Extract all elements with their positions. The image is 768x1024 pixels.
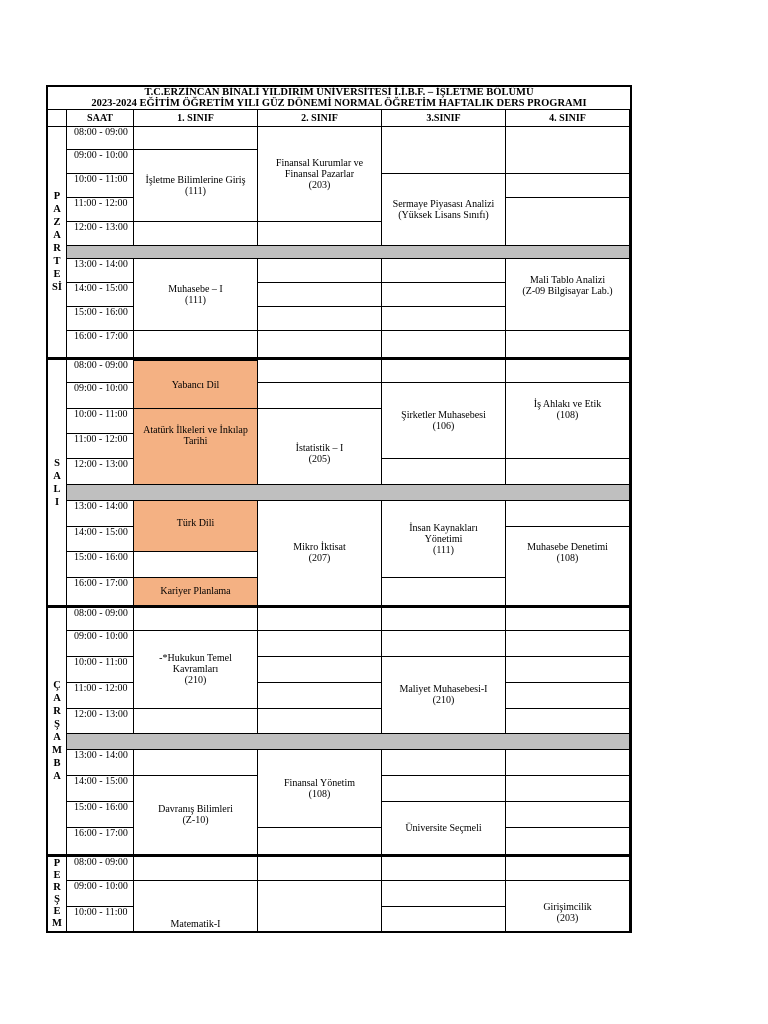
empty-slot bbox=[506, 657, 630, 683]
empty-slot bbox=[382, 608, 506, 631]
empty-slot bbox=[382, 331, 506, 358]
empty-slot bbox=[506, 360, 630, 383]
header-saat: SAAT bbox=[67, 110, 134, 127]
header-blank bbox=[48, 110, 67, 127]
course-cell bbox=[382, 802, 506, 855]
empty-slot bbox=[382, 259, 506, 283]
empty-slot bbox=[258, 683, 382, 709]
empty-slot bbox=[506, 683, 630, 709]
empty-slot bbox=[258, 331, 382, 358]
empty-slot bbox=[382, 857, 506, 881]
time-slot: 11:00 - 12:00 bbox=[67, 434, 134, 459]
time-slot: 08:00 - 09:00 bbox=[67, 360, 134, 383]
empty-slot bbox=[258, 828, 382, 855]
empty-slot bbox=[258, 709, 382, 734]
course-name: İnsan Kaynakları Yönetimi bbox=[409, 522, 478, 545]
course-name: Muhasebe Denetimi bbox=[527, 542, 608, 553]
time-slot: 09:00 - 10:00 bbox=[67, 150, 134, 174]
empty-slot bbox=[134, 857, 258, 881]
course-cell bbox=[506, 383, 630, 459]
empty-slot bbox=[382, 283, 506, 307]
time-slot: 13:00 - 14:00 bbox=[67, 501, 134, 527]
empty-slot bbox=[258, 222, 382, 246]
course-name: Yabancı Dil bbox=[171, 380, 220, 391]
time-slot: 16:00 - 17:00 bbox=[67, 331, 134, 358]
course-name: -*Hukukun Temel Kavramları bbox=[159, 653, 232, 675]
empty-slot bbox=[258, 881, 382, 931]
empty-slot bbox=[506, 501, 630, 527]
course-cell bbox=[382, 501, 506, 578]
empty-slot bbox=[258, 608, 382, 631]
empty-slot bbox=[382, 127, 506, 174]
course-name: Matematik-I bbox=[170, 919, 221, 930]
time-slot: 08:00 - 09:00 bbox=[67, 857, 134, 881]
course-name: Mikro İktisat bbox=[293, 542, 346, 553]
course-cell bbox=[258, 127, 382, 222]
course-name: Finansal Yönetim bbox=[283, 777, 355, 789]
time-slot: 12:00 - 13:00 bbox=[67, 459, 134, 485]
empty-slot bbox=[506, 709, 630, 734]
course-name: İşletme Bilimlerine Giriş bbox=[145, 174, 246, 186]
header-class-1: 1. SINIF bbox=[134, 110, 258, 127]
empty-slot bbox=[506, 459, 630, 485]
time-slot: 14:00 - 15:00 bbox=[67, 283, 134, 307]
empty-slot bbox=[506, 127, 630, 174]
course-name: Muhasebe – I bbox=[168, 283, 223, 295]
course-room: (210) bbox=[184, 675, 207, 686]
empty-slot bbox=[506, 631, 630, 657]
course-cell bbox=[134, 409, 258, 485]
course-cell bbox=[382, 657, 506, 734]
course-room: (108) bbox=[556, 553, 579, 564]
day-label-wednesday: ÇARŞAMBA bbox=[48, 608, 67, 855]
time-slot: 15:00 - 16:00 bbox=[67, 552, 134, 578]
empty-slot bbox=[134, 750, 258, 776]
time-slot: 09:00 - 10:00 bbox=[67, 383, 134, 409]
course-cell bbox=[506, 527, 630, 606]
course-name: Türk Dili bbox=[176, 517, 215, 529]
empty-slot bbox=[506, 198, 630, 246]
empty-slot bbox=[134, 331, 258, 358]
course-room: (207) bbox=[308, 553, 331, 564]
time-slot: 09:00 - 10:00 bbox=[67, 881, 134, 907]
time-slot: 10:00 - 11:00 bbox=[67, 409, 134, 434]
time-slot: 10:00 - 11:00 bbox=[67, 174, 134, 198]
time-slot: 15:00 - 16:00 bbox=[67, 802, 134, 828]
time-slot: 08:00 - 09:00 bbox=[67, 608, 134, 631]
empty-slot bbox=[134, 127, 258, 150]
course-cell bbox=[258, 750, 382, 828]
course-room: (210) bbox=[432, 695, 455, 706]
course-name: Kariyer Planlama bbox=[160, 586, 231, 597]
course-name: Şirketler Muhasebesi bbox=[401, 409, 486, 421]
lunch-break bbox=[67, 734, 630, 750]
course-room: (205) bbox=[308, 453, 331, 465]
course-cell bbox=[506, 881, 630, 931]
empty-slot bbox=[258, 631, 382, 657]
empty-slot bbox=[506, 750, 630, 776]
empty-slot bbox=[134, 709, 258, 734]
empty-slot bbox=[382, 907, 506, 931]
day-label-tuesday: SALI bbox=[48, 360, 67, 606]
course-cell bbox=[258, 409, 382, 485]
course-name: Mali Tablo Analizi bbox=[529, 275, 606, 286]
course-name: Girişimcilik bbox=[543, 902, 592, 913]
course-room: (Yüksek Lisans Sınıfı) bbox=[398, 209, 489, 221]
time-slot: 11:00 - 12:00 bbox=[67, 683, 134, 709]
empty-slot bbox=[506, 857, 630, 881]
empty-slot bbox=[506, 828, 630, 855]
empty-slot bbox=[258, 657, 382, 683]
course-cell bbox=[134, 631, 258, 709]
header-class-3: 3.SINIF bbox=[382, 110, 506, 127]
course-room: (108) bbox=[556, 410, 579, 421]
course-name: Sermaye Piyasası Analizi bbox=[392, 198, 495, 210]
empty-slot bbox=[382, 776, 506, 802]
day-label-thursday: PERŞEM bbox=[48, 857, 67, 931]
course-name: Finansal Kurumlar ve Finansal Pazarlar bbox=[275, 157, 364, 180]
empty-slot bbox=[258, 283, 382, 307]
course-room: (111) bbox=[185, 185, 206, 197]
time-slot: 09:00 - 10:00 bbox=[67, 631, 134, 657]
course-room: (106) bbox=[432, 420, 455, 432]
header-class-4: 4. SINIF bbox=[506, 110, 630, 127]
empty-slot bbox=[258, 307, 382, 331]
empty-slot bbox=[506, 776, 630, 802]
course-cell bbox=[134, 578, 258, 606]
empty-slot bbox=[134, 222, 258, 246]
empty-slot bbox=[134, 552, 258, 578]
course-room: (108) bbox=[308, 788, 331, 800]
course-room: (203) bbox=[556, 913, 579, 924]
lunch-break bbox=[67, 246, 630, 259]
empty-slot bbox=[382, 578, 506, 606]
empty-slot bbox=[258, 259, 382, 283]
header-class-2: 2. SINIF bbox=[258, 110, 382, 127]
time-slot: 10:00 - 11:00 bbox=[67, 657, 134, 683]
time-slot: 13:00 - 14:00 bbox=[67, 750, 134, 776]
course-cell bbox=[382, 174, 506, 246]
time-slot: 16:00 - 17:00 bbox=[67, 578, 134, 606]
time-slot: 10:00 - 11:00 bbox=[67, 907, 134, 931]
course-name: Maliyet Muhasebesi-I bbox=[399, 684, 488, 695]
course-cell bbox=[134, 501, 258, 552]
lunch-break bbox=[67, 485, 630, 501]
time-slot: 13:00 - 14:00 bbox=[67, 259, 134, 283]
empty-slot bbox=[382, 360, 506, 383]
course-cell bbox=[134, 259, 258, 331]
time-slot: 14:00 - 15:00 bbox=[67, 776, 134, 802]
course-room: (Z-09 Bilgisayar Lab.) bbox=[522, 286, 613, 297]
course-cell bbox=[134, 360, 258, 409]
title-line-1: T.C.ERZİNCAN BİNALİ YILDIRIM ÜNİVERSİTESİ İ.İ.B.F. – İŞLETME BÖLÜMÜ bbox=[144, 87, 534, 98]
empty-slot bbox=[382, 881, 506, 907]
empty-slot bbox=[382, 750, 506, 776]
empty-slot bbox=[134, 608, 258, 631]
course-room: (203) bbox=[308, 179, 331, 191]
course-name: Üniversite Seçmeli bbox=[405, 822, 482, 834]
time-slot: 15:00 - 16:00 bbox=[67, 307, 134, 331]
course-cell bbox=[258, 501, 382, 606]
title-line-2: 2023-2024 EĞİTİM ÖĞRETİM YILI GÜZ DÖNEMİ NORMAL ÖĞRETİM HAFTALIK DERS PROGRAMI bbox=[91, 98, 587, 109]
course-room: (111) bbox=[433, 544, 454, 556]
empty-slot bbox=[382, 459, 506, 485]
empty-slot bbox=[506, 802, 630, 828]
empty-slot bbox=[382, 631, 506, 657]
course-cell bbox=[382, 383, 506, 459]
empty-slot bbox=[506, 174, 630, 198]
course-cell bbox=[134, 150, 258, 222]
schedule-title bbox=[46, 85, 632, 110]
course-room: (111) bbox=[185, 294, 206, 306]
time-slot: 14:00 - 15:00 bbox=[67, 527, 134, 552]
empty-slot bbox=[258, 383, 382, 409]
course-room: (Z-10) bbox=[182, 815, 209, 826]
time-slot: 12:00 - 13:00 bbox=[67, 709, 134, 734]
course-name: İstatistik – I bbox=[295, 442, 344, 454]
course-cell bbox=[134, 776, 258, 855]
empty-slot bbox=[506, 608, 630, 631]
course-cell bbox=[506, 259, 630, 331]
day-label-monday: PAZARTESİ bbox=[48, 127, 67, 358]
time-slot: 12:00 - 13:00 bbox=[67, 222, 134, 246]
empty-slot bbox=[382, 307, 506, 331]
time-slot: 11:00 - 12:00 bbox=[67, 198, 134, 222]
course-name: Atatürk İlkeleri ve İnkılap Tarihi bbox=[143, 425, 248, 447]
time-slot: 08:00 - 09:00 bbox=[67, 127, 134, 150]
empty-slot bbox=[506, 331, 630, 358]
course-cell bbox=[134, 881, 258, 931]
empty-slot bbox=[258, 360, 382, 383]
course-name: Davranış Bilimleri bbox=[158, 804, 233, 815]
course-name: İş Ahlakı ve Etik bbox=[533, 399, 602, 410]
empty-slot bbox=[258, 857, 382, 881]
time-slot: 16:00 - 17:00 bbox=[67, 828, 134, 855]
